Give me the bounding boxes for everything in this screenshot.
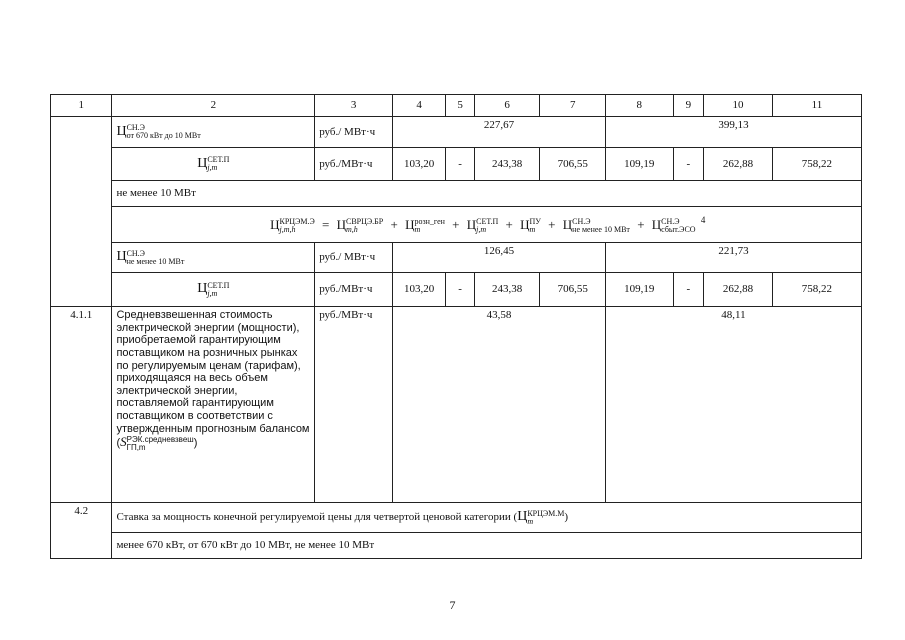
price-sub: j,m [207, 288, 218, 298]
formula-symbol: Ц [405, 216, 415, 232]
value-cell: 43,58 [393, 307, 606, 503]
value-cell: - [673, 273, 704, 307]
price-symbol: Ц [517, 509, 528, 525]
price-sup: КРЦЭМ.М [527, 508, 565, 518]
table-row [51, 243, 862, 273]
price-symbol-cell [112, 117, 315, 148]
col-header: 8 [605, 95, 673, 117]
unit-cell: руб./МВт·ч [315, 307, 393, 503]
header-row [51, 95, 862, 117]
value-cell: 262,88 [704, 148, 773, 181]
formula-sub: j,m,h [279, 224, 296, 234]
formula-symbol: Ц [336, 216, 346, 232]
desc-close: ) [193, 437, 198, 450]
unit-cell: руб./МВт·ч [315, 148, 393, 181]
formula-sup: розн_ген [414, 216, 445, 226]
formula-sup: ПУ [529, 216, 541, 226]
formula-sup: СН.Э [661, 216, 680, 226]
value-cell: 109,19 [605, 273, 673, 307]
price-symbol: Ц [116, 123, 127, 139]
unit-cell: руб./МВт·ч [315, 273, 393, 307]
desc-sub: ГП,m [126, 442, 146, 452]
value-cell: - [673, 148, 704, 181]
row-number: 4.1.1 [51, 307, 112, 503]
description-cell [112, 503, 862, 533]
value-cell: 221,73 [605, 243, 861, 273]
section-row [51, 181, 862, 207]
formula-sub: не менее 10 МВт [572, 224, 630, 234]
value-cell: 243,38 [474, 273, 540, 307]
price-symbol-cell [112, 243, 315, 273]
formula-sub: m [529, 224, 536, 234]
table-row [51, 307, 862, 503]
value-cell: 706,55 [540, 148, 606, 181]
description-cell [112, 307, 315, 503]
formula-symbol: Ц [466, 216, 477, 232]
value-cell: 758,22 [772, 273, 861, 307]
desc-symbol: S [120, 434, 127, 450]
tariff-table [50, 94, 862, 559]
description-text: Ставка за мощность конечной регулируемой цены для четвертой ценовой категории ( [116, 511, 518, 524]
price-sub: от 670 кВт до 10 МВт [126, 131, 201, 141]
description-text: Средневзвешенная стоимость электрической энергии (мощности), приобретаемой гарантирующим поставщиком на розничных рынках по регулируемым ценам (тарифам), приходящаяся на весь объем электрической энергии, поставляемой гарантирующим поставщиком в соответствии с утвержденным прогнозным балансом ( [116, 309, 310, 450]
col-header: 3 [315, 95, 393, 117]
price-sup: СН.Э [126, 248, 145, 258]
price-symbol: Ц [197, 155, 208, 171]
formula-sup: КРЦЭМ.Э [279, 216, 315, 226]
formula-sub: m,h [345, 224, 358, 234]
formula-symbol: Ц [270, 216, 280, 232]
formula-operator: + [637, 216, 645, 232]
value-cell: 706,55 [540, 273, 606, 307]
empty-num-cell [51, 117, 112, 307]
value-cell: 262,88 [704, 273, 773, 307]
page-number: 7 [449, 598, 456, 612]
value-cell: 48,11 [605, 307, 861, 503]
value-cell: 758,22 [772, 148, 861, 181]
formula-sub: m [414, 224, 421, 234]
formula-sup: СВРЦЭ.БР [345, 216, 384, 226]
desc-close: ) [564, 511, 569, 524]
formula-symbol: Ц [651, 216, 662, 232]
formula-sup: СН.Э [572, 216, 591, 226]
price-sub: m [527, 516, 534, 526]
value-cell: 126,45 [393, 243, 606, 273]
price-sup: СЕТ.П [207, 155, 230, 165]
col-header: 5 [446, 95, 475, 117]
formula-symbol: Ц [520, 216, 530, 232]
value-cell: 399,13 [605, 117, 861, 148]
row-number: 4.2 [51, 503, 112, 559]
price-symbol: Ц [197, 281, 208, 297]
col-header: 10 [704, 95, 773, 117]
unit-cell: руб./ МВт·ч [315, 243, 393, 273]
formula-operator: = [322, 216, 330, 232]
price-sub: не менее 10 МВт [126, 256, 185, 266]
value-cell: - [446, 273, 475, 307]
price-symbol-cell [112, 273, 315, 307]
col-header: 4 [393, 95, 446, 117]
formula-row [51, 207, 862, 243]
col-header: 6 [474, 95, 540, 117]
desc-sup: РЭК.средневзвеш [126, 434, 194, 444]
value-cell: - [446, 148, 475, 181]
sub-label: менее 670 кВт, от 670 кВт до 10 МВт, не менее 10 МВт [112, 533, 862, 559]
col-header: 2 [112, 95, 315, 117]
footnote-marker: 4 [700, 215, 706, 226]
value-cell: 103,20 [393, 148, 446, 181]
value-cell: 109,19 [605, 148, 673, 181]
price-sub: j,m [207, 163, 218, 173]
col-header: 11 [772, 95, 861, 117]
table-row [51, 273, 862, 307]
table-row [51, 533, 862, 559]
formula-sub: j,m [476, 224, 487, 234]
formula-sup: СЕТ.П [476, 216, 499, 226]
formula-operator: + [452, 216, 460, 232]
value-cell: 243,38 [474, 148, 540, 181]
price-symbol: Ц [116, 249, 127, 265]
value-cell: 103,20 [393, 273, 446, 307]
formula-symbol: Ц [562, 216, 573, 232]
col-header: 1 [51, 95, 112, 117]
value-cell: 227,67 [393, 117, 606, 148]
price-sup: СН.Э [126, 123, 145, 133]
table-row [51, 148, 862, 181]
price-sup: СЕТ.П [207, 280, 230, 290]
unit-cell: руб./ МВт·ч [315, 117, 393, 148]
price-symbol-cell [112, 148, 315, 181]
formula-sub: сбыт.ЭСО [661, 224, 696, 234]
formula-operator: + [390, 216, 398, 232]
formula-operator: + [505, 216, 513, 232]
table-row [51, 503, 862, 533]
section-label: не менее 10 МВт [112, 181, 862, 207]
formula-operator: + [548, 216, 556, 232]
formula-cell [112, 207, 862, 243]
table-row [51, 117, 862, 148]
col-header: 7 [540, 95, 606, 117]
col-header: 9 [673, 95, 704, 117]
